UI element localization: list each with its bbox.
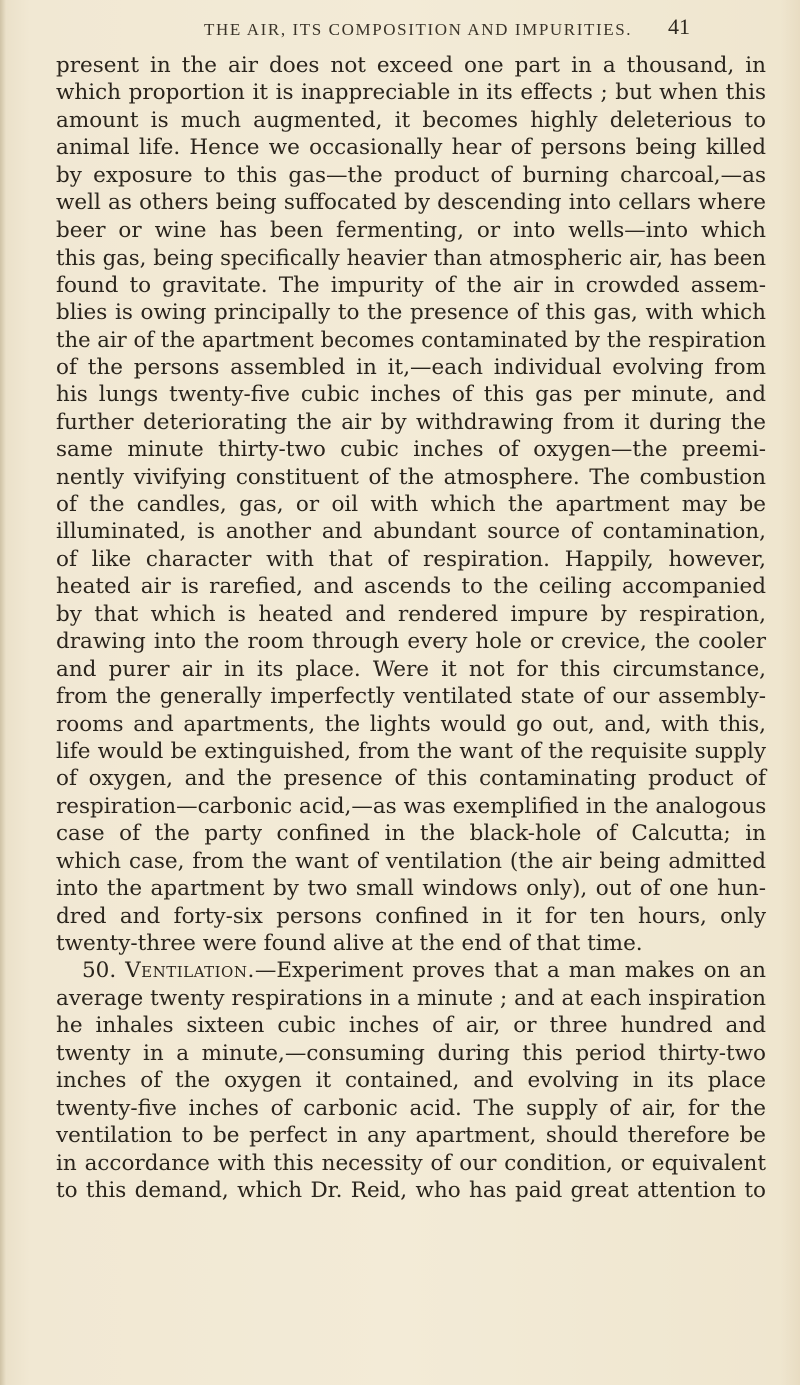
text-line: respiration—carbonic acid,—as was exemplified in the analogous: [56, 793, 767, 819]
text-line: twenty-five inches of carbonic acid. The supply of air, for the: [56, 1095, 766, 1121]
text-line: his lungs twenty-five cubic inches of this gas per minute, and: [56, 382, 766, 408]
text-line: dred and forty-six persons confined in it for ten hours, only: [56, 903, 766, 929]
body-text: [56, 52, 766, 1204]
page-gutter-shadow: [0, 0, 6, 1385]
text-line: of the candles, gas, or oil with which the apartment may be: [56, 492, 766, 517]
text-line: heated air is rarefied, and ascends to the ceiling accompanied: [56, 574, 766, 600]
section-number: 50.: [82, 958, 117, 984]
text-line: by that which is heated and rendered impure by respiration,: [56, 601, 766, 627]
text-line: same minute thirty-two cubic inches of oxygen—the preemi-: [56, 437, 766, 463]
running-title: THE AIR, ITS COMPOSITION AND IMPURITIES.: [204, 20, 633, 39]
text-line: into the apartment by two small windows only), out of one hun-: [56, 876, 766, 902]
text-line: twenty in a minute,—consuming during this period thirty-two: [56, 1040, 766, 1066]
text-line: drawing into the room through every hole or crevice, the cooler: [56, 629, 766, 655]
page-number: 41: [668, 14, 690, 39]
text-line: from the generally imperfectly ventilated state of our assembly-: [56, 684, 766, 710]
section-heading: Ventilation.: [125, 958, 255, 984]
text-line: beer or wine has been fermenting, or into wells—into which: [56, 217, 766, 243]
text-line: well as others being suffocated by descending into cellars where: [56, 190, 766, 216]
text-line: of oxygen, and the presence of this contaminating product of: [56, 766, 766, 792]
text-line: and purer air in its place. Were it not for this circumstance,: [56, 656, 766, 682]
text-line: of the persons assembled in it,—each individual evolving from: [56, 354, 766, 380]
text-line: illuminated, is another and abundant source of contamination,: [56, 519, 766, 545]
paragraph-last-line: twenty-three were found alive at the end of that time.: [56, 931, 643, 956]
text-line: average twenty respirations in a minute ; and at each inspiration: [56, 985, 766, 1011]
text-line: animal life. Hence we occasionally hear of persons being killed: [56, 135, 766, 161]
text-line: of like character with that of respiration. Happily, however,: [56, 546, 766, 572]
text-line: life would be extinguished, from the want of the requisite supply: [56, 738, 766, 764]
text-line: nently vivifying constituent of the atmosphere. The combustion: [56, 464, 766, 490]
text-line: the air of the apartment becomes contaminated by the respiration: [56, 327, 766, 353]
text-line: by exposure to this gas—the product of burning charcoal,—as: [56, 162, 766, 188]
text-line: further deteriorating the air by withdrawing from it during the: [56, 409, 766, 435]
text-line: in accordance with this necessity of our condition, or equivalent: [56, 1150, 766, 1176]
section-first-line-text: —Experiment proves that a man makes on an: [254, 958, 766, 984]
text-line: which proportion it is inappreciable in its effects ; but when this: [56, 80, 766, 106]
text-line: found to gravitate. The impurity of the air in crowded assem-: [56, 272, 766, 298]
text-line: present in the air does not exceed one part in a thousand, in: [56, 53, 766, 78]
text-line: which case, from the want of ventilation (the air being admitted: [56, 848, 766, 874]
text-line: amount is much augmented, it becomes highly deleterious to: [56, 107, 766, 133]
text-line: ventilation to be perfect in any apartment, should therefore be: [56, 1123, 766, 1149]
text-line: inches of the oxygen it contained, and evolving in its place: [56, 1068, 766, 1094]
text-line: blies is owing principally to the presence of this gas, with which: [56, 299, 766, 325]
running-head: [0, 14, 800, 42]
section-first-line: [56, 957, 766, 984]
text-line: case of the party confined in the black-hole of Calcutta; in: [56, 821, 766, 847]
text-line: to this demand, which Dr. Reid, who has paid great attention to: [56, 1177, 766, 1203]
text-line: rooms and apartments, the lights would go out, and, with this,: [56, 711, 766, 737]
text-line: this gas, being specifically heavier than atmospheric air, has been: [56, 245, 766, 271]
text-line: he inhales sixteen cubic inches of air, or three hundred and: [56, 1013, 766, 1039]
